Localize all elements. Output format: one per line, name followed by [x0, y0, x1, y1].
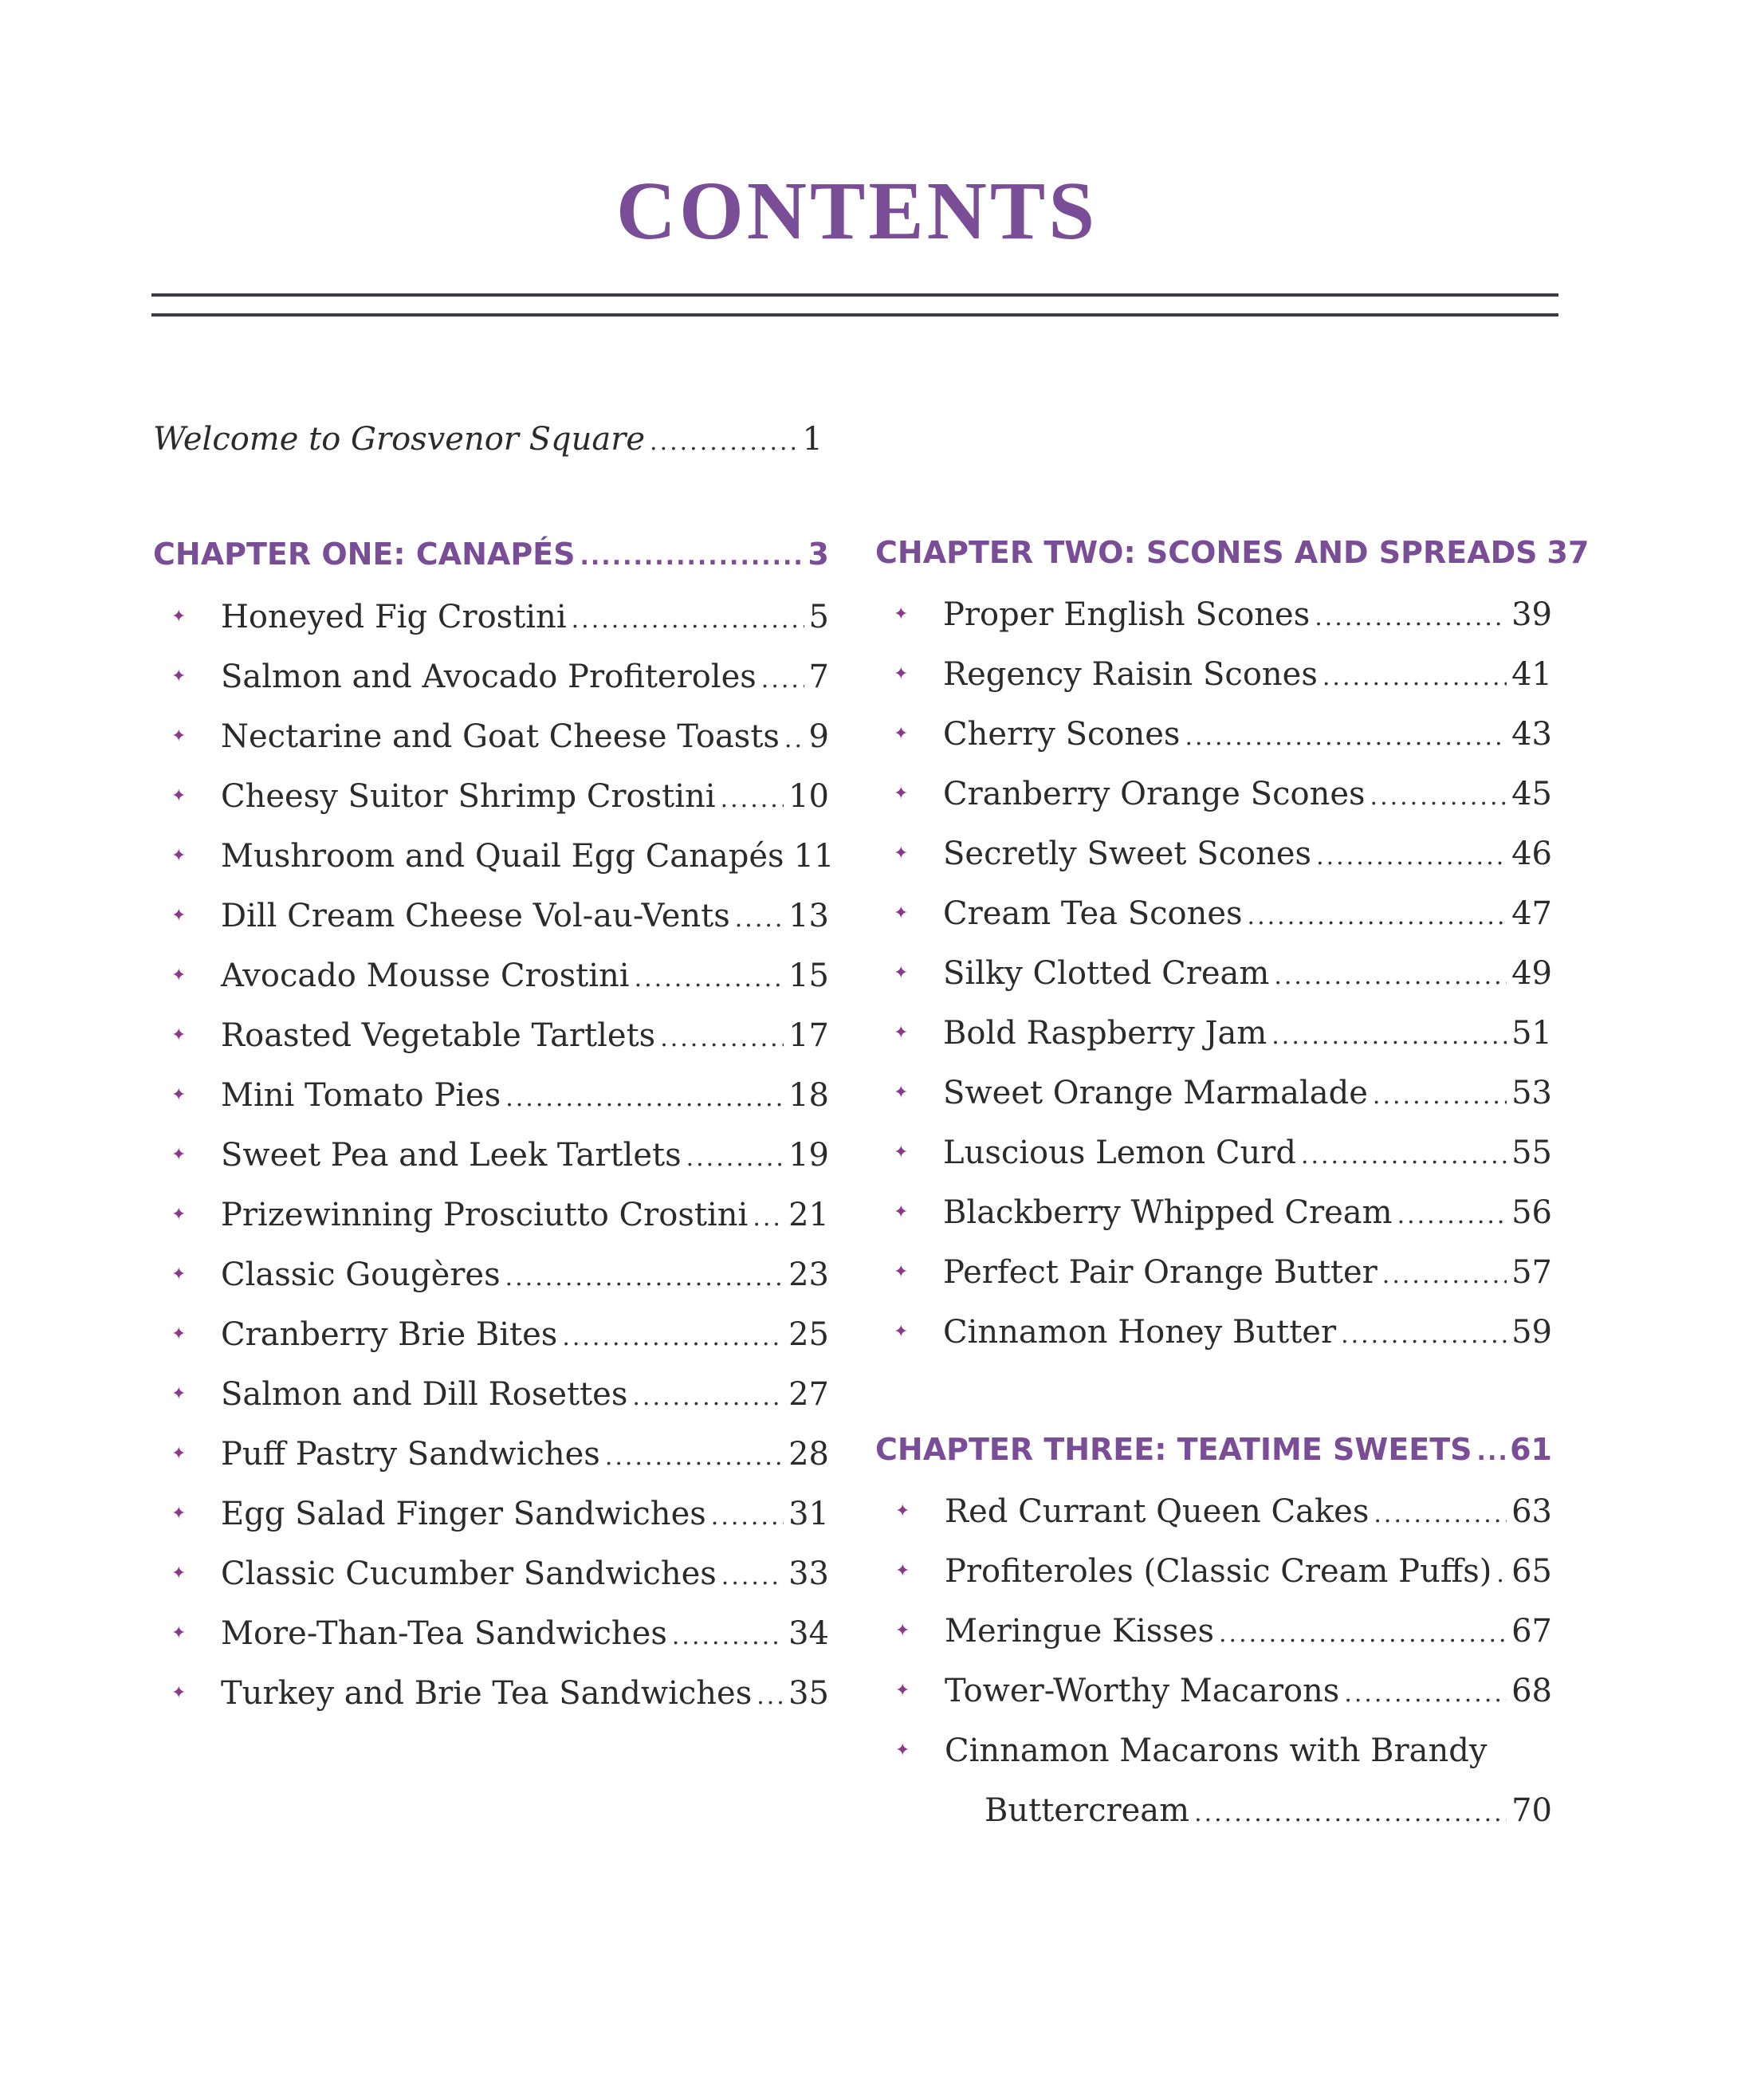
- chapter-title: CHAPTER THREE: TEATIME SWEETS: [875, 1432, 1472, 1467]
- toc-entry[interactable]: [894, 652, 1552, 700]
- dot-leader: [605, 1435, 784, 1480]
- bullet-icon: ✦: [895, 1681, 910, 1701]
- toc-entry[interactable]: [895, 1669, 1552, 1717]
- bullet-icon: ✦: [171, 1384, 187, 1404]
- entry-label: Cinnamon Honey Butter: [943, 1314, 1337, 1351]
- dot-leader: [1374, 1492, 1507, 1537]
- dot-leader: [660, 1017, 784, 1061]
- entry-page: 11: [793, 838, 835, 875]
- entry-page: 23: [788, 1256, 829, 1293]
- entry-page: 31: [788, 1496, 829, 1532]
- bullet-icon: ✦: [894, 664, 909, 684]
- dot-leader: [1316, 835, 1507, 879]
- entry-page: 35: [788, 1675, 829, 1712]
- bullet-icon: ✦: [895, 1561, 910, 1581]
- entry-label: Roasted Vegetable Tartlets: [221, 1017, 656, 1054]
- toc-entry[interactable]: [171, 655, 829, 702]
- entry-label: Nectarine and Goat Cheese Toasts: [221, 718, 780, 755]
- toc-entry[interactable]: [171, 714, 829, 762]
- toc-entry-welcome[interactable]: [153, 417, 823, 465]
- bullet-icon: ✦: [894, 1023, 909, 1043]
- entry-page: 53: [1511, 1075, 1552, 1111]
- bullet-icon: ✦: [171, 1205, 187, 1225]
- dot-leader: [1477, 1430, 1506, 1475]
- toc-entry[interactable]: [171, 1432, 829, 1480]
- toc-entry[interactable]: [171, 1492, 829, 1540]
- bullet-icon: ✦: [171, 1563, 187, 1583]
- toc-entry[interactable]: [171, 1372, 829, 1420]
- bullet-icon: ✦: [171, 1025, 187, 1045]
- dot-leader: [1344, 1672, 1507, 1717]
- toc-entry[interactable]: [171, 1551, 829, 1599]
- entry-page: 15: [788, 958, 829, 994]
- bullet-icon: ✦: [894, 1142, 909, 1162]
- chapter-title: CHAPTER TWO: SCONES AND SPREADS: [875, 535, 1538, 570]
- dot-leader: [686, 1136, 784, 1181]
- entry-page: 46: [1511, 836, 1552, 872]
- bullet-icon: ✦: [894, 903, 909, 923]
- bullet-icon: ✦: [171, 1145, 187, 1165]
- dot-leader: [1315, 596, 1507, 640]
- entry-label: Profiteroles (Classic Cream Puffs): [945, 1553, 1492, 1590]
- bullet-icon: ✦: [894, 604, 909, 624]
- bullet-icon: ✦: [895, 1501, 910, 1521]
- entry-label: Mushroom and Quail Egg Canapés: [221, 838, 784, 875]
- dot-leader: [711, 1495, 784, 1540]
- entry-label: Cherry Scones: [943, 716, 1181, 753]
- entry-page: 9: [808, 718, 829, 755]
- toc-entry[interactable]: [171, 954, 829, 1001]
- dot-leader: [784, 718, 804, 762]
- entry-page: 10: [788, 778, 829, 815]
- entry-label: Salmon and Dill Rosettes: [221, 1376, 628, 1413]
- bullet-icon: ✦: [894, 1322, 909, 1342]
- chapter-heading-three[interactable]: [875, 1427, 1552, 1475]
- toc-entry[interactable]: [171, 1013, 829, 1061]
- bullet-icon: ✦: [171, 1444, 187, 1464]
- toc-entry[interactable]: [894, 712, 1552, 760]
- entry-label: Sweet Pea and Leek Tartlets: [221, 1137, 682, 1174]
- entry-label: More-Than-Tea Sandwiches: [221, 1615, 667, 1652]
- entry-page: 59: [1511, 1314, 1552, 1351]
- entry-page: 68: [1511, 1673, 1552, 1709]
- toc-entry[interactable]: [171, 1611, 829, 1659]
- entry-label: Tower-Worthy Macarons: [945, 1673, 1340, 1709]
- bullet-icon: ✦: [895, 1621, 910, 1641]
- dot-leader: [1496, 1552, 1507, 1597]
- toc-entry[interactable]: [171, 834, 835, 882]
- dot-leader: [1341, 1313, 1507, 1358]
- entry-label: Honeyed Fig Crostini: [221, 599, 567, 635]
- toc-entry[interactable]: [171, 1312, 829, 1360]
- title-rule-top: [151, 293, 1558, 297]
- dot-leader: [1370, 775, 1507, 820]
- entry-label: Perfect Pair Orange Butter: [943, 1254, 1378, 1291]
- entry-page: 47: [1511, 895, 1552, 932]
- dot-leader: [1397, 1194, 1507, 1238]
- entry-label: Silky Clotted Cream: [943, 955, 1270, 992]
- toc-entry[interactable]: [171, 1073, 829, 1121]
- entry-label: Meringue Kisses: [945, 1613, 1214, 1650]
- toc-entry[interactable]: [894, 1011, 1552, 1059]
- toc-entry[interactable]: [894, 1310, 1552, 1358]
- toc-entry[interactable]: [894, 1131, 1552, 1178]
- bullet-icon: ✦: [171, 1324, 187, 1344]
- bullet-icon: ✦: [171, 1264, 187, 1284]
- entry-page: 13: [788, 898, 829, 934]
- toc-entry-wrapped-cont[interactable]: [985, 1788, 1552, 1836]
- dot-leader: [1373, 1074, 1507, 1119]
- entry-label: Prizewinning Prosciutto Crostini: [221, 1197, 749, 1233]
- toc-entry[interactable]: [894, 891, 1552, 939]
- entry-label: Cheesy Suitor Shrimp Crostini: [221, 778, 716, 815]
- dot-leader: [757, 1674, 784, 1719]
- toc-entry[interactable]: [895, 1609, 1552, 1657]
- chapter-heading-two[interactable]: [875, 530, 1590, 578]
- entry-label: Avocado Mousse Crostini: [221, 958, 630, 994]
- toc-entry[interactable]: [171, 774, 829, 822]
- entry-page: 21: [788, 1197, 829, 1233]
- entry-page: 1: [802, 421, 823, 458]
- toc-entry[interactable]: [171, 1671, 829, 1719]
- entry-page: 28: [788, 1436, 829, 1473]
- chapter-heading-one[interactable]: [153, 532, 829, 580]
- entry-label: Classic Gougères: [221, 1256, 501, 1293]
- toc-entry[interactable]: [895, 1549, 1552, 1597]
- dot-leader: [1382, 1253, 1507, 1298]
- entry-page: 19: [788, 1137, 829, 1174]
- bullet-icon: ✦: [894, 963, 909, 983]
- bullet-icon: ✦: [894, 1083, 909, 1103]
- bullet-icon: ✦: [171, 726, 187, 746]
- dot-leader: [1271, 1014, 1507, 1059]
- toc-entry[interactable]: [894, 592, 1552, 640]
- entry-page: 63: [1511, 1493, 1552, 1530]
- entry-page: 43: [1511, 716, 1552, 753]
- dot-leader: [562, 1315, 784, 1360]
- bullet-icon: ✦: [894, 1262, 909, 1282]
- entry-label: Luscious Lemon Curd: [943, 1135, 1296, 1171]
- entry-page: 70: [1511, 1792, 1552, 1829]
- bullet-icon: ✦: [894, 724, 909, 744]
- entry-label: Sweet Orange Marmalade: [943, 1075, 1368, 1111]
- entry-label: Classic Cucumber Sandwiches: [221, 1555, 717, 1592]
- entry-page: 67: [1511, 1613, 1552, 1650]
- dot-leader: [1301, 1134, 1507, 1178]
- bullet-icon: ✦: [171, 1683, 187, 1703]
- dot-leader: [1274, 954, 1507, 999]
- dot-leader: [1185, 715, 1507, 760]
- entry-label-line2: Buttercream: [985, 1792, 1190, 1829]
- bullet-icon: ✦: [171, 1085, 187, 1105]
- bullet-icon: ✦: [894, 784, 909, 804]
- bullet-icon: ✦: [171, 667, 187, 686]
- toc-entry[interactable]: [895, 1489, 1552, 1537]
- dot-leader: [672, 1614, 784, 1659]
- entry-page: 18: [788, 1077, 829, 1114]
- dot-leader: [1194, 1791, 1507, 1836]
- bullet-icon: ✦: [171, 1623, 187, 1643]
- entry-label: Cranberry Brie Bites: [221, 1316, 558, 1353]
- entry-page: 55: [1511, 1135, 1552, 1171]
- dot-leader: [635, 957, 784, 1001]
- entry-page: 65: [1511, 1553, 1552, 1590]
- entry-label: Cranberry Orange Scones: [943, 776, 1366, 812]
- toc-entry[interactable]: [171, 894, 829, 942]
- bullet-icon: ✦: [171, 607, 187, 627]
- chapter-title: CHAPTER ONE: CANAPÉS: [153, 537, 576, 572]
- dot-leader: [753, 1196, 784, 1241]
- toc-entry[interactable]: [171, 595, 829, 643]
- toc-entry[interactable]: [171, 1133, 829, 1181]
- entry-page: 57: [1511, 1254, 1552, 1291]
- entry-page: 33: [788, 1555, 829, 1592]
- entry-page: 27: [788, 1376, 829, 1413]
- entry-page: 49: [1511, 955, 1552, 992]
- bullet-icon: ✦: [895, 1740, 910, 1760]
- bullet-icon: ✦: [171, 846, 187, 866]
- entry-label: Red Currant Queen Cakes: [945, 1493, 1370, 1530]
- dot-leader: [1219, 1612, 1507, 1657]
- dot-leader: [721, 777, 784, 822]
- entry-page: 56: [1511, 1194, 1552, 1231]
- bullet-icon: ✦: [171, 786, 187, 806]
- entry-label: Egg Salad Finger Sandwiches: [221, 1496, 706, 1532]
- chapter-page: 61: [1510, 1432, 1552, 1467]
- dot-leader: [505, 1256, 784, 1300]
- entry-page: 45: [1511, 776, 1552, 812]
- bullet-icon: ✦: [171, 1504, 187, 1524]
- entry-page: 41: [1511, 656, 1552, 693]
- toc-entry[interactable]: [894, 832, 1552, 879]
- entry-label-line1: Cinnamon Macarons with Brandy: [945, 1732, 1488, 1769]
- toc-entry[interactable]: [894, 951, 1552, 999]
- dot-leader: [580, 535, 804, 580]
- entry-page: 51: [1511, 1015, 1552, 1052]
- entry-label: Secretly Sweet Scones: [943, 836, 1312, 872]
- entry-label: Mini Tomato Pies: [221, 1077, 501, 1114]
- dot-leader: [650, 420, 798, 465]
- title-rule-bottom: [151, 313, 1558, 317]
- entry-page: 17: [788, 1017, 829, 1054]
- dot-leader: [1323, 655, 1507, 700]
- toc-entry[interactable]: [894, 772, 1552, 820]
- toc-entry-wrapped[interactable]: [895, 1728, 1488, 1773]
- entry-label: Proper English Scones: [943, 596, 1311, 633]
- toc-entry[interactable]: [894, 1071, 1552, 1119]
- entry-page: 5: [808, 599, 829, 635]
- entry-page: 39: [1511, 596, 1552, 633]
- bullet-icon: ✦: [171, 906, 187, 926]
- entry-label: Cream Tea Scones: [943, 895, 1243, 932]
- entry-label: Turkey and Brie Tea Sandwiches: [221, 1675, 753, 1712]
- entry-label: Welcome to Grosvenor Square: [153, 421, 646, 458]
- entry-label: Salmon and Avocado Profiteroles: [221, 659, 757, 695]
- chapter-page: 37: [1547, 535, 1590, 570]
- toc-entry[interactable]: [171, 1253, 829, 1300]
- dot-leader: [1248, 895, 1507, 939]
- dot-leader: [761, 658, 804, 702]
- entry-label: Bold Raspberry Jam: [943, 1015, 1267, 1052]
- bullet-icon: ✦: [171, 965, 187, 985]
- dot-leader: [721, 1555, 784, 1599]
- entry-page: 7: [808, 659, 829, 695]
- dot-leader: [735, 897, 784, 942]
- entry-page: 34: [788, 1615, 829, 1652]
- toc-entry[interactable]: [171, 1193, 829, 1241]
- dot-leader: [632, 1375, 784, 1420]
- chapter-page: 3: [808, 537, 829, 572]
- dot-leader: [572, 598, 804, 643]
- entry-label: Blackberry Whipped Cream: [943, 1194, 1393, 1231]
- bullet-icon: ✦: [894, 1202, 909, 1222]
- entry-page: 25: [788, 1316, 829, 1353]
- entry-label: Dill Cream Cheese Vol-au-Vents: [221, 898, 730, 934]
- entry-label: Regency Raisin Scones: [943, 656, 1318, 693]
- toc-entry[interactable]: [894, 1190, 1552, 1238]
- dot-leader: [505, 1076, 784, 1121]
- entry-label: Puff Pastry Sandwiches: [221, 1436, 600, 1473]
- bullet-icon: ✦: [894, 844, 909, 863]
- toc-entry[interactable]: [894, 1250, 1552, 1298]
- page-title: CONTENTS: [615, 165, 1098, 257]
